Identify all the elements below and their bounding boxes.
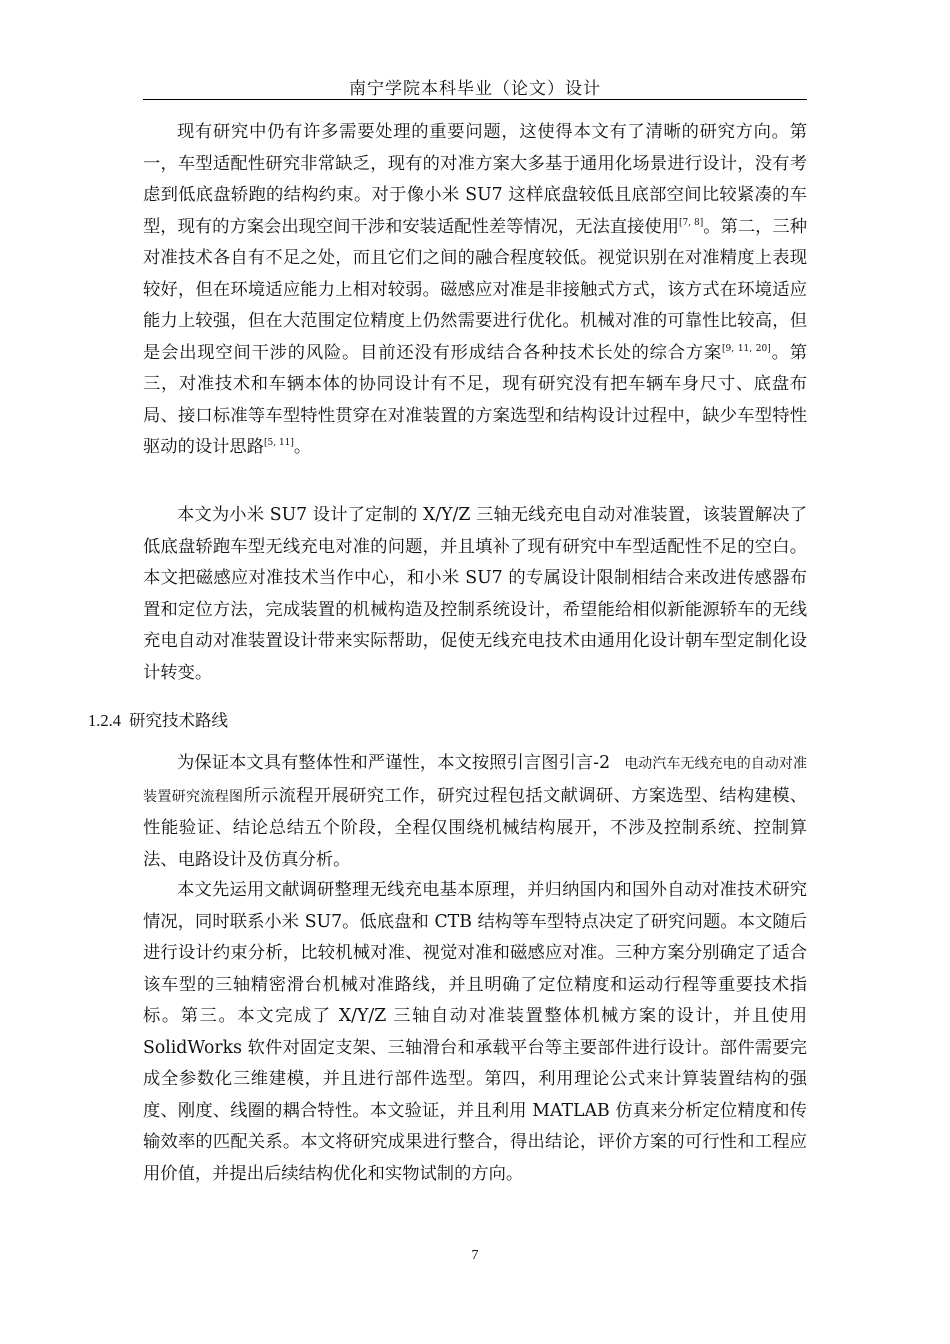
section-number: 1.2.4 bbox=[88, 711, 121, 730]
header-rule bbox=[143, 99, 807, 100]
body-paragraph-route-steps: 本文先运用文献调研整理无线充电基本原理，并归纳国内和国外自动对准技术研究情况，同时联系小米 SU7。低底盘和 CTB 结构等车型特点决定了研究问题。本文随后进行设计约束分析，比较机械对准、视觉对准和磁感应对准。三种方案分别确定了适合该车型的三轴精密滑台机械对准路线，并且明确了定位精度和运动行程等重要技术指标。第三。本文完成了 X/Y/Z 三轴自动对准装置整体机械方案的设计，并且使用 SolidWorks 软件对固定支架、三轴滑台和承载平台等主要部件进行设计。部件需要完成全参数化三维建模，并且进行部件选型。第四，利用理论公式来计算装置结构的强度、刚度、线圈的耦合特性。本文验证，并且利用 MATLAB 仿真来分析定位精度和传输效率的匹配关系。本文将研究成果进行整合，得出结论，评价方案的可行性和工程应用价值，并提出后续结构优化和实物试制的方向。 bbox=[143, 880, 807, 1184]
section-title: 研究技术路线 bbox=[129, 711, 228, 730]
body-paragraph-thesis-goal: 本文为小米 SU7 设计了定制的 X/Y/Z 三轴无线充电自动对准装置，该装置解决了低底盘轿跑车型无线充电对准的问题，并且填补了现有研究中车型适配性不足的空白。本文把磁感应对准技术当作中心，和小米 SU7 的专属设计限制相结合来改进传感器布置和定位方法，完成装置的机械构造及控制系统设计，希望能给相似新能源轿车的无线充电自动对准装置设计带来实际帮助，促使无线充电技术由通用化设计朝车型定制化设计转变。 bbox=[143, 505, 807, 683]
paragraph-text: 。第三，对准技术和车辆本体的协同设计有不足，现有研究没有把车辆车身尺寸、底盘布局、接口标准等车型特性贯穿在对准装置的方案选型和结构设计过程中，缺少车型特性驱动的设计思路 bbox=[143, 342, 807, 457]
citation: [9, 11, 20] bbox=[722, 343, 771, 354]
body-paragraph-route-intro bbox=[143, 748, 807, 876]
paragraph-text: 现有研究中仍有许多需要处理的重要问题，这使得本文有了清晰的研究方向。第一，车型适配性研究非常缺乏，现有的对准方案大多基于通用化场景进行设计，没有考虑到低底盘轿跑的结构约束。对于像小米 SU7 这样底盘较低且底部空间比较紧凑的车型，现有的方案会出现空间干涉和安装适配性差等情况，无法直接使用 bbox=[143, 122, 807, 237]
paragraph-text: 为保证本文具有整体性和严谨性，本文按照引言图引言-2 bbox=[177, 753, 611, 773]
body-paragraph-research-gaps bbox=[143, 117, 807, 464]
paragraph-text: 所示流程开展研究工作，研究过程包括文献调研、方案选型、结构建模、性能验证、结论总结五个阶段，全程仅围绕机械结构展开，不涉及控制系统、控制算法、电路设计及仿真分析。 bbox=[143, 785, 808, 870]
page-number: 7 bbox=[471, 1248, 479, 1263]
paragraph-text: 。 bbox=[293, 437, 312, 457]
citation: [7, 8] bbox=[679, 217, 704, 228]
figure-reference: 电动汽车无线充电的自动对准装置研究流程图 bbox=[143, 756, 807, 805]
citation: [5, 11] bbox=[263, 438, 294, 448]
paragraph-text: 。第二，三种对准技术各自有不足之处，而且它们之间的融合程度较低。视觉识别在对准精度上表现较好，但在环境适应能力上相对较弱。磁感应对准是非接触式方式，该方式在环境适应能力上较强，但在大范围定位精度上仍然需要进行优化。机械对准的可靠性比较高，但是会出现空间干涉的风险。目前还没有形成结合各种技术长处的综合方案 bbox=[143, 216, 807, 363]
section-heading bbox=[88, 707, 228, 731]
running-header: 南宁学院本科毕业（论文）设计 bbox=[349, 79, 601, 99]
